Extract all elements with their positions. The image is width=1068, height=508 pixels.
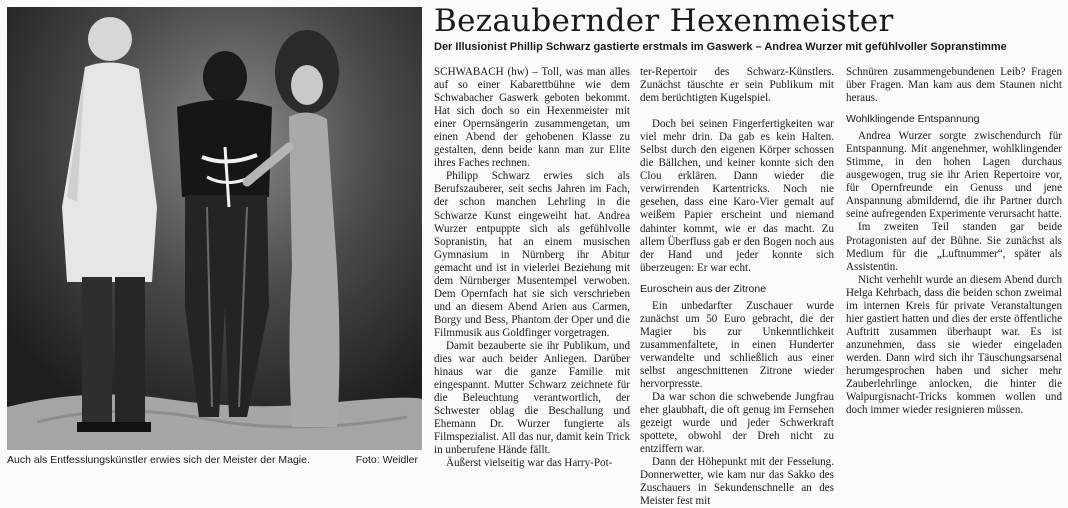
photo-caption [7, 452, 422, 468]
paragraph: SCHWABACH (hw) – Toll, was man alles auf so einer Kabarettbühne wie dem Schwabacher Gaswerk geboten bekommt. Hat sich doch so ein Hexenmeister mit einer Opernsängerin zusammengetan, um einen Abend der gehobenen Klasse zu gestalten, denn beide kann man zur Elite ihres Faches rechnen. [434, 66, 630, 170]
article-column-2 [640, 66, 834, 508]
paragraph: Damit bezauberte sie ihr Publikum, und dies war auch beider Anliegen. Darüber hinaus war die ganze Familie mit eingespannt. Mutter Schwarz zeichnete für die Beleuchtung verantwortlich, der Schwester oblag die Beschallung und Ehemann Dr. Wurzer fungierte als Filmspezialist. All das nur, damit kein Trick in unberufene Hände fällt. [434, 339, 630, 457]
paragraph: Philipp Schwarz erwies sich als Berufszauberer, seit sechs Jahren im Fach, der schon manchen Lehrling in die Schwarze Kunst eingeweiht hat. Andrea Wurzer entpuppte sich als gefühlvolle Sopranistin, hat an einem musischen Gymnasium in Nürnberg ihr Abitur gemacht und ist in vielerlei Beziehung mit dem Nürnberger Musentempel verwoben. Dem Opernfach hat sie sich verschrieben und an diesem Abend Arien aus Carmen, Borgy und Bess, Phantom der Oper und die Filmmusik aus Goldfinger vorgetragen. [434, 170, 630, 339]
paragraph: Ein unbedarfter Zuschauer wurde zunächst um 50 Euro gebracht, die der Magier bis zur Unkenntlichkeit zusammenfaltete, in einen Hunderter verwandelte und schließlich aus einer selbst angeschnittenen Zitrone wieder hervorpresste. [640, 299, 834, 390]
paragraph: ter-Repertoir des Schwarz-Künstlers. Zunächst täuschte er sein Publikum mit dem berüchtigten Kugelspiel. [640, 66, 834, 105]
paragraph: Doch bei seinen Fingerfertigkeiten war viel mehr drin. Da gab es kein Halten. Selbst durch den eigenen Körper schossen die Bällchen, und keiner konnte sich den Clou erklären. Dann wieder die verwirrenden Kartentricks. Noch nie gesehen, dass eine Karo-Vier gemalt auf weißem Papier erscheint und niemand dahinter kommt, wie er das macht. Zu allem Überfluss gab er den Bogen noch aus der Hand und jeder konnte sich überzeugen: Er war echt. [640, 118, 834, 274]
paragraph: Schnüren zusammengebundenen Leib? Fragen über Fragen. Man kam aus dem Staunen nicht heraus. [846, 66, 1062, 105]
section-heading: Euroschein aus der Zitrone [640, 282, 767, 295]
headline: Bezaubernder Hexenmeister [434, 3, 894, 39]
paragraph: Nicht verhehlt wurde an diesem Abend durch Helga Kehrbach, dass die beiden schon zweimal im internen Kreis für private Veranstaltungen hier gastiert hatten und dies der erste öffentliche Auftritt zusammen überhaupt war. Es ist anzunehmen, dass sie wieder eingeladen werden. Dann wird sich ihr Täuschungsarsenal herumgesprochen haben und sicher mehr Zauberlehrlinge anlocken, die hinter die Walpurgisnacht-Tricks kommen wollen und doch immer wieder resignieren müssen. [846, 273, 1062, 417]
paragraph: Dann der Höhepunkt mit der Fesselung. Donnerwetter, wie kam nur das Sakko des Zuschauers in Sekundenschnelle an des Meister fest mit [640, 456, 834, 508]
photo-credit: Foto: Weidler [355, 454, 418, 466]
paragraph-gap [640, 105, 834, 118]
article-column-1 [434, 66, 630, 470]
section-heading: Wohlklingende Entspannung [846, 113, 980, 126]
caption-text: Auch als Entfesslungskünstler erwies sich der Meister der Magie. [7, 454, 310, 466]
article-photo [7, 7, 422, 450]
paragraph: Äußerst vielseitig war das Harry-Pot- [446, 457, 613, 470]
paragraph: Da war schon die schwebende Jungfrau eher glaubhaft, die oft genug im Fernsehen gezeigt wurde und jeder Schwerkraft spottete, obwohl der Dreh nicht zu entziffern war. [640, 391, 834, 456]
paragraph: Andrea Wurzer sorgte zwischendurch für Entspannung. Mit angenehmer, wohlklingender Stimme, in den hohen Lagen durchaus ausgewogen, trug sie ihr Arien Repertoire vor, für Opernfreunde ein Genuss und jene Anspannung abmildernd, die ihr Partner durch seine aufregenden Experimente verursacht hatte. [846, 130, 1062, 221]
subheadline: Der Illusionist Phillip Schwarz gastierte erstmals im Gaswerk – Andrea Wurzer mit gefühlvoller Sopranstimme [434, 41, 1007, 53]
article-column-3 [846, 66, 1062, 466]
paragraph: Im zweiten Teil standen gar beide Protagonisten auf der Bühne. Sie zunächst als Medium für die „Luftnummer“, später als Assistentin. [846, 221, 1062, 273]
photo-illustration [7, 7, 422, 450]
